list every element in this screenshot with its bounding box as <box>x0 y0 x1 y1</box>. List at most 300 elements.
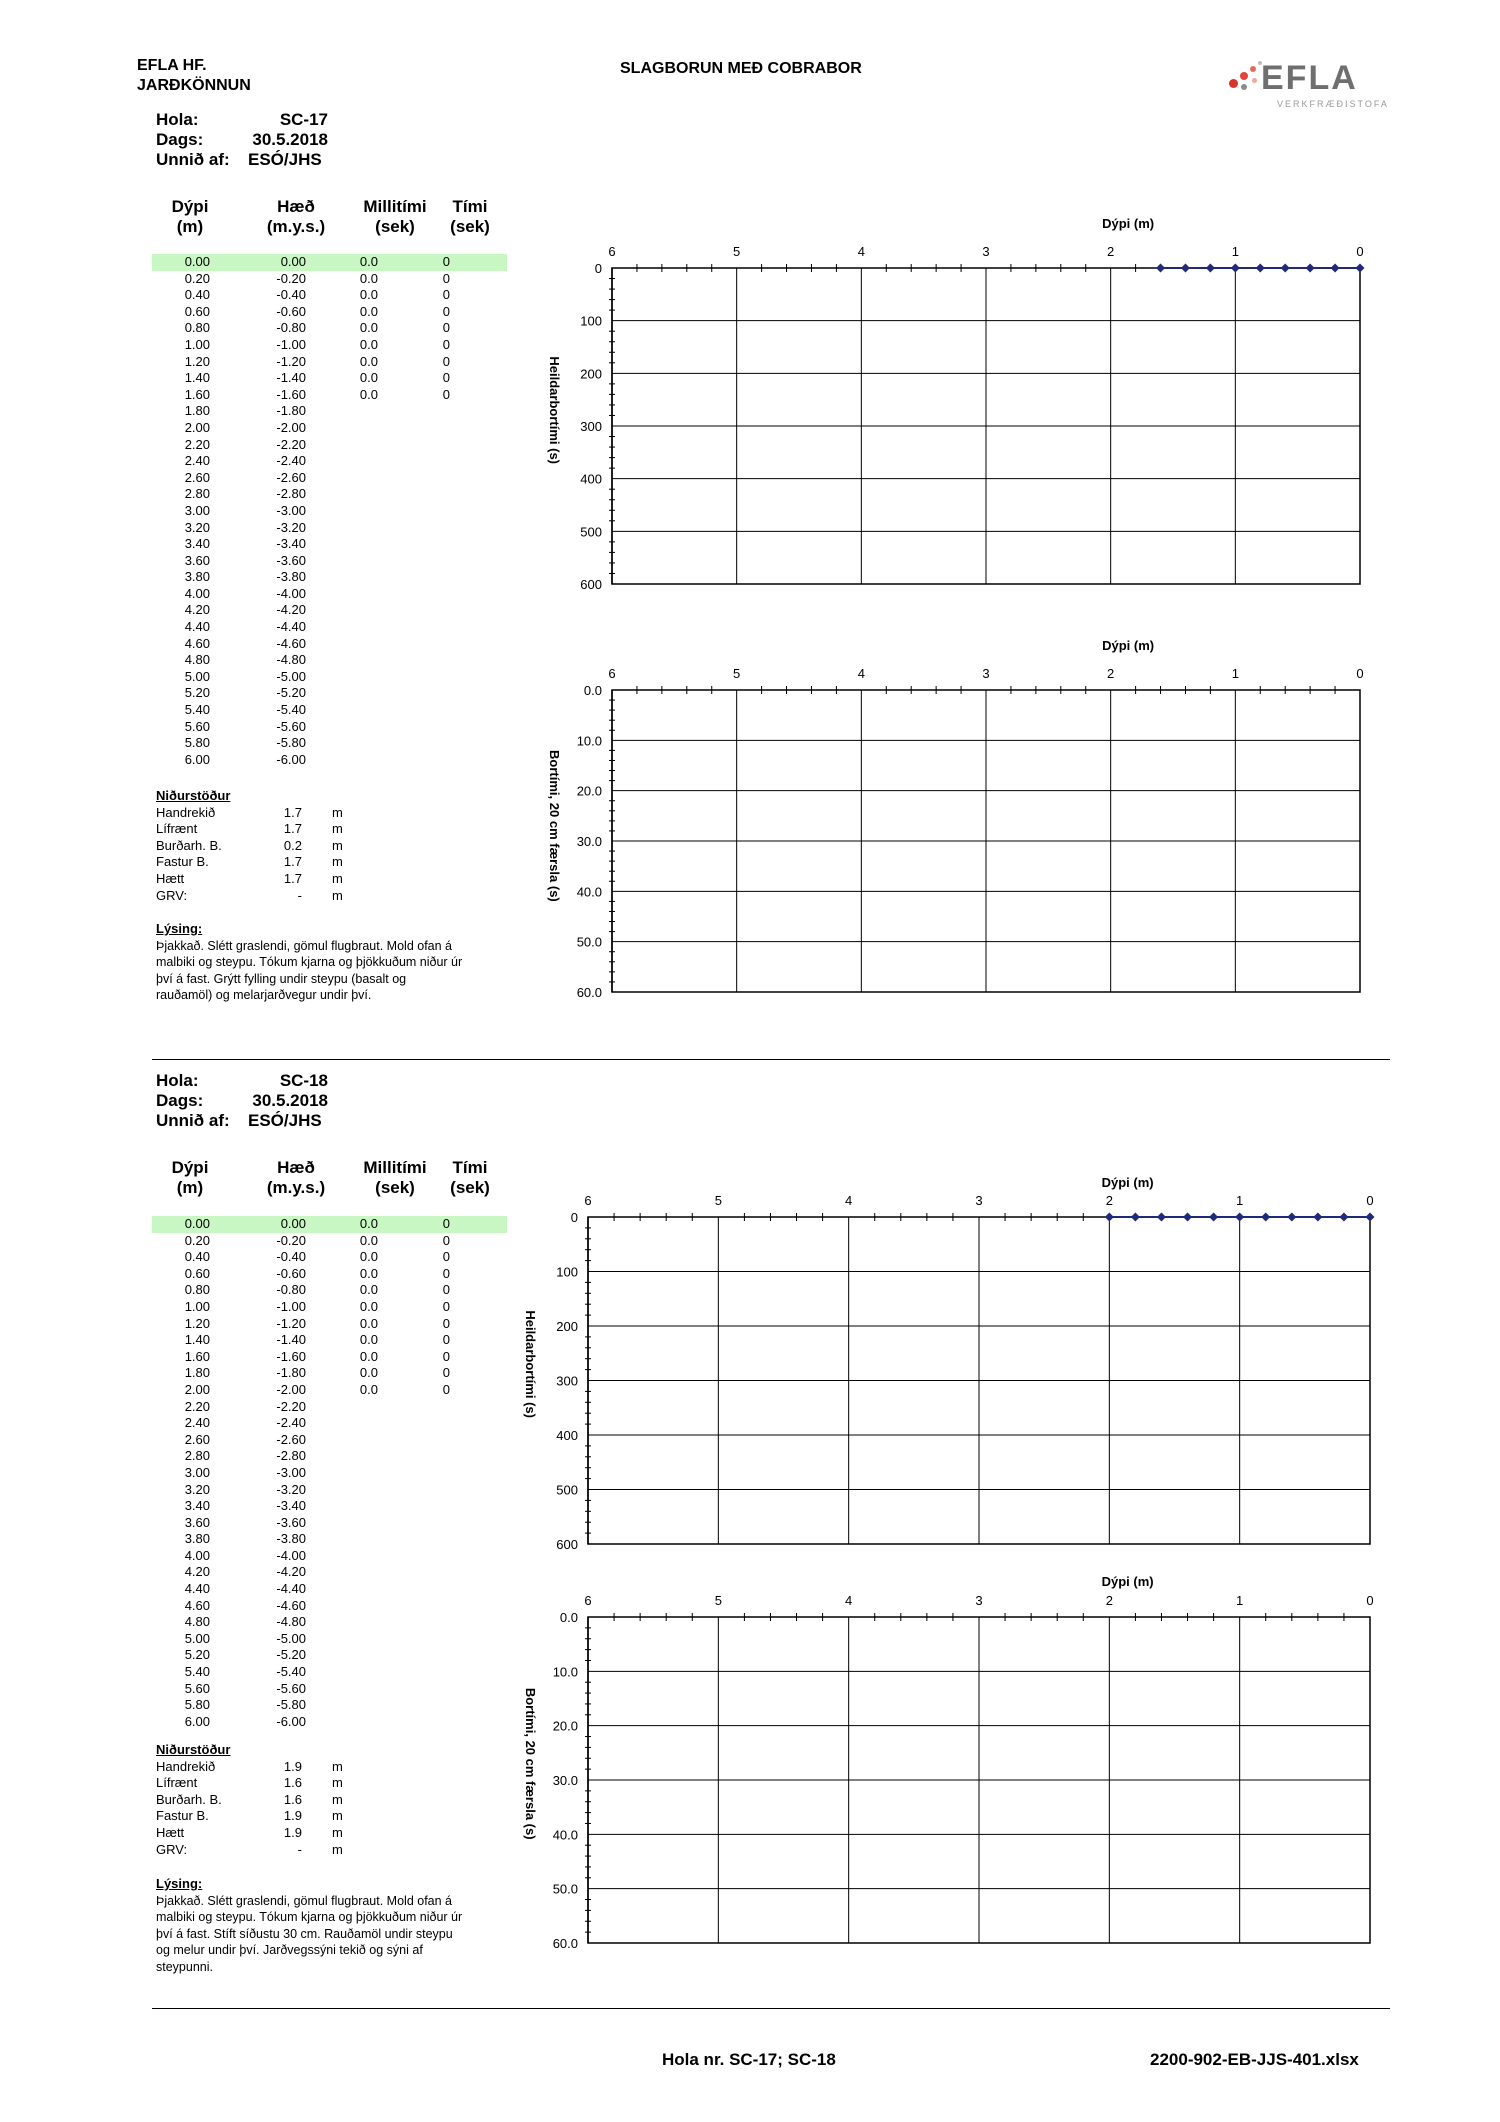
table-cell-elevation: -4.40 <box>276 1581 306 1597</box>
x-tick-label: 2 <box>1105 1593 1113 1608</box>
table-cell-depth: 5.80 <box>184 735 210 751</box>
table-cell-depth: 2.80 <box>184 486 210 502</box>
result-unit: m <box>332 887 343 903</box>
table-row <box>152 1697 507 1714</box>
table-cell-elevation: -1.00 <box>276 1298 306 1314</box>
table-row <box>152 520 507 537</box>
table-cell-depth: 1.00 <box>184 1298 210 1314</box>
footer-file-name: 2200-902-EB-JJS-401.xlsx <box>1150 2050 1359 2069</box>
column-header-line: Tími <box>452 1158 488 1177</box>
y-tick-label: 30.0 <box>576 834 602 849</box>
table-row <box>152 470 507 487</box>
table-cell-depth: 1.40 <box>184 370 210 386</box>
table-cell-elevation: -3.60 <box>276 1514 306 1530</box>
result-unit: m <box>332 1758 343 1774</box>
result-label: Lífrænt <box>156 1775 198 1791</box>
table-cell-elevation: -5.00 <box>276 1630 306 1646</box>
table-row <box>152 1482 507 1499</box>
table-cell-depth: 0.00 <box>184 1216 210 1231</box>
table-cell-interval-time: 0.0 <box>359 1232 378 1248</box>
table-row <box>152 403 507 420</box>
table-cell-time: 0 <box>442 370 450 386</box>
table-cell-interval-time: 0.0 <box>359 303 378 319</box>
x-tick-label: 4 <box>857 244 865 259</box>
column-header-unit: (sek) <box>450 1178 490 1197</box>
table-cell-interval-time: 0.0 <box>359 336 378 352</box>
table-row <box>152 254 507 271</box>
column-header-line: Millitími <box>363 1158 427 1177</box>
table-cell-time: 0 <box>442 254 450 269</box>
y-tick-label: 20.0 <box>576 783 602 799</box>
table-cell-depth: 1.60 <box>184 386 210 402</box>
column-header-depth <box>150 197 230 237</box>
table-row <box>152 586 507 603</box>
table-cell-interval-time: 0.0 <box>359 270 378 286</box>
result-value: - <box>297 887 302 903</box>
result-unit: m <box>332 1841 343 1857</box>
logo-dot-icon <box>1229 79 1238 88</box>
hole-date-label: Dags: <box>156 130 204 149</box>
description-block <box>156 921 508 1004</box>
company-block <box>137 56 251 96</box>
table-row <box>152 752 507 769</box>
table-cell-elevation: -3.00 <box>276 502 306 518</box>
x-axis-label: Dýpi (m) <box>1102 216 1155 231</box>
table-row <box>152 1681 507 1698</box>
table-cell-interval-time: 0.0 <box>359 1315 378 1331</box>
table-row <box>152 370 507 387</box>
hole-author-label: Unnið af: <box>156 150 230 169</box>
results-title: Niðurstöður <box>156 1742 231 1757</box>
data-point-marker <box>1306 264 1315 273</box>
table-cell-depth: 3.80 <box>184 569 210 585</box>
y-tick-label: 10.0 <box>576 733 602 749</box>
table-cell-elevation: -1.80 <box>276 403 306 419</box>
table-cell-elevation: -0.80 <box>276 1282 306 1298</box>
column-header-depth <box>150 1158 230 1198</box>
hole-author-row <box>156 150 338 170</box>
x-tick-label: 6 <box>608 244 616 259</box>
data-point-marker <box>1256 264 1265 273</box>
description-line: Þjakkað. Slétt graslendi, gömul flugbraut. Mold ofan á <box>156 1893 453 1908</box>
table-row <box>152 1631 507 1648</box>
x-tick-label: 3 <box>975 1593 983 1608</box>
table-cell-depth: 3.20 <box>184 1481 210 1497</box>
department-name: JARÐKÖNNUN <box>137 77 251 94</box>
table-cell-elevation: -0.60 <box>276 1265 306 1281</box>
table-row <box>152 1581 507 1598</box>
section-divider <box>152 2008 1390 2009</box>
table-cell-interval-time: 0.0 <box>359 1265 378 1281</box>
x-tick-label: 5 <box>733 666 741 681</box>
table-cell-elevation: -5.40 <box>276 1664 306 1680</box>
result-unit: m <box>332 1791 343 1807</box>
y-axis-label: Bortími, 20 cm færsla (s) <box>547 750 562 902</box>
table-row <box>152 1233 507 1250</box>
result-row <box>156 854 343 871</box>
depth-chart <box>532 638 1380 1004</box>
table-cell-depth: 3.60 <box>184 1514 210 1530</box>
table-row <box>152 1714 507 1731</box>
table-row <box>152 1515 507 1532</box>
table-cell-time: 0 <box>442 386 450 402</box>
table-cell-depth: 0.20 <box>184 270 210 286</box>
table-cell-elevation: -2.20 <box>276 1398 306 1414</box>
data-point-marker <box>1261 1213 1270 1222</box>
table-cell-interval-time: 0.0 <box>359 1332 378 1348</box>
table-cell-interval-time: 0.0 <box>359 1381 378 1397</box>
table-row <box>152 619 507 636</box>
y-tick-label: 60.0 <box>552 1936 578 1951</box>
result-value: 1.9 <box>283 1824 302 1840</box>
description-block <box>156 1876 508 1976</box>
result-row <box>156 1824 343 1842</box>
hole-author-label: Unnið af: <box>156 1111 230 1130</box>
table-cell-depth: 2.80 <box>184 1448 210 1464</box>
table-cell-depth: 4.20 <box>184 1564 210 1580</box>
table-row <box>152 1432 507 1449</box>
result-label: GRV: <box>156 1841 188 1857</box>
hole-id-value: SC-17 <box>279 110 328 129</box>
x-tick-label: 3 <box>975 1193 983 1208</box>
table-cell-time: 0 <box>442 1282 450 1298</box>
hole-info <box>156 1071 338 1131</box>
x-tick-label: 4 <box>845 1193 853 1208</box>
table-row <box>152 503 507 520</box>
table-cell-elevation: -2.60 <box>276 469 306 485</box>
table-cell-elevation: 0.00 <box>280 254 306 269</box>
table-cell-depth: 2.00 <box>184 419 210 435</box>
y-tick-label: 10.0 <box>552 1664 578 1680</box>
y-tick-label: 600 <box>580 577 602 592</box>
table-cell-depth: 0.80 <box>184 1282 210 1298</box>
table-cell-elevation: -4.00 <box>276 1547 306 1563</box>
table-cell-depth: 2.40 <box>184 453 210 469</box>
column-header-unit: (sek) <box>375 217 415 236</box>
table-cell-time: 0 <box>442 1365 450 1381</box>
hole-date-row <box>156 1091 338 1111</box>
table-cell-elevation: -6.00 <box>276 1713 306 1729</box>
table-row <box>152 1564 507 1581</box>
result-label: Hætt <box>156 870 185 886</box>
table-cell-depth: 4.60 <box>184 635 210 651</box>
result-row <box>156 870 343 888</box>
result-value: 1.6 <box>283 1775 302 1791</box>
table-cell-elevation: -1.00 <box>276 336 306 352</box>
table-row <box>152 1349 507 1366</box>
table-row <box>152 1249 507 1266</box>
table-cell-depth: 4.40 <box>184 1581 210 1597</box>
table-cell-depth: 5.00 <box>184 1630 210 1646</box>
y-tick-label: 400 <box>556 1428 578 1443</box>
table-row <box>152 437 507 454</box>
table-cell-elevation: -6.00 <box>276 751 306 767</box>
table-row <box>152 271 507 288</box>
table-cell-depth: 6.00 <box>184 1713 210 1729</box>
table-cell-depth: 1.40 <box>184 1332 210 1348</box>
table-cell-elevation: -5.20 <box>276 685 306 701</box>
hole-info <box>156 110 338 170</box>
table-cell-depth: 2.60 <box>184 1431 210 1447</box>
y-axis-label: Heildarbortími (s) <box>523 1310 538 1418</box>
table-cell-interval-time: 0.0 <box>359 1348 378 1364</box>
table-cell-depth: 3.00 <box>184 1464 210 1480</box>
result-label: Handrekið <box>156 804 216 820</box>
table-cell-elevation: -4.40 <box>276 619 306 635</box>
data-point-marker <box>1181 264 1190 273</box>
table-cell-elevation: -5.00 <box>276 668 306 684</box>
x-tick-label: 2 <box>1107 666 1115 681</box>
table-cell-elevation: -1.80 <box>276 1365 306 1381</box>
table-cell-time: 0 <box>442 336 450 352</box>
results-title: Niðurstöður <box>156 788 231 803</box>
table-cell-elevation: -4.20 <box>276 1564 306 1580</box>
result-unit: m <box>332 1775 343 1791</box>
company-name: EFLA HF. <box>137 57 207 74</box>
table-row <box>152 1365 507 1382</box>
table-cell-elevation: -4.60 <box>276 635 306 651</box>
data-point-marker <box>1339 1213 1348 1222</box>
table-cell-elevation: -1.40 <box>276 1332 306 1348</box>
table-cell-elevation: -2.00 <box>276 1381 306 1397</box>
x-tick-label: 3 <box>982 244 990 259</box>
x-tick-label: 3 <box>982 666 990 681</box>
table-row <box>152 669 507 686</box>
data-point-marker <box>1206 264 1215 273</box>
result-value: 1.7 <box>283 854 302 870</box>
y-tick-label: 60.0 <box>576 985 602 1000</box>
y-tick-label: 500 <box>556 1482 578 1498</box>
x-tick-label: 0 <box>1366 1193 1374 1208</box>
hole-id-value: SC-18 <box>279 1071 328 1090</box>
efla-logo <box>1225 55 1389 117</box>
result-value: 1.9 <box>283 1808 302 1824</box>
table-cell-interval-time: 0.0 <box>359 254 378 269</box>
table-cell-depth: 5.00 <box>184 668 210 684</box>
table-row <box>152 354 507 371</box>
y-axis-label: Heildarbortími (s) <box>547 356 562 465</box>
table-cell-elevation: -4.80 <box>276 652 306 668</box>
table-cell-depth: 5.60 <box>184 1680 210 1696</box>
table-row <box>152 320 507 337</box>
y-tick-label: 50.0 <box>552 1881 578 1897</box>
table-cell-interval-time: 0.0 <box>359 1298 378 1314</box>
result-row <box>156 1758 343 1776</box>
table-cell-elevation: -3.20 <box>276 519 306 535</box>
y-tick-label: 40.0 <box>576 884 602 900</box>
result-unit: m <box>332 821 343 837</box>
table-cell-depth: 1.20 <box>184 353 210 369</box>
x-tick-label: 4 <box>845 1593 853 1608</box>
hole-date-value: 30.5.2018 <box>252 130 328 149</box>
result-unit: m <box>332 837 343 853</box>
x-tick-label: 1 <box>1231 666 1239 681</box>
table-row <box>152 735 507 752</box>
result-unit: m <box>332 1808 343 1824</box>
result-row <box>156 1841 343 1859</box>
column-header-time <box>430 197 510 237</box>
description-line: því á fast. Grýtt fylling undir steypu (basalt og <box>156 971 407 986</box>
table-cell-depth: 0.80 <box>184 320 210 336</box>
table-cell-interval-time: 0.0 <box>359 320 378 336</box>
table-cell-time: 0 <box>442 1381 450 1397</box>
table-row <box>152 1598 507 1615</box>
y-tick-label: 30.0 <box>552 1773 578 1788</box>
table-cell-elevation: -2.80 <box>276 486 306 502</box>
column-header-unit: (sek) <box>450 217 490 236</box>
table-cell-depth: 1.80 <box>184 403 210 419</box>
result-label: Fastur B. <box>156 1808 209 1824</box>
description-line: Þjakkað. Slétt graslendi, gömul flugbraut. Mold ofan á <box>156 938 453 953</box>
table-cell-elevation: -3.00 <box>276 1464 306 1480</box>
table-cell-time: 0 <box>442 1315 450 1331</box>
table-cell-depth: 3.40 <box>184 536 210 552</box>
x-tick-label: 5 <box>714 1193 722 1208</box>
table-cell-depth: 5.80 <box>184 1697 210 1713</box>
x-tick-label: 0 <box>1356 666 1364 681</box>
y-tick-label: 0 <box>594 261 602 276</box>
hole-author-value: ESÓ/JHS <box>248 1111 322 1130</box>
table-cell-time: 0 <box>442 1249 450 1265</box>
data-point-marker <box>1366 1213 1375 1222</box>
table-row <box>152 387 507 404</box>
table-cell-time: 0 <box>442 1265 450 1281</box>
table-cell-depth: 4.20 <box>184 602 210 618</box>
hole-id-label: Hola: <box>156 1071 199 1090</box>
table-cell-depth: 3.60 <box>184 552 210 568</box>
x-tick-label: 5 <box>714 1593 722 1608</box>
table-cell-elevation: -3.60 <box>276 552 306 568</box>
table-cell-depth: 0.60 <box>184 1265 210 1281</box>
table-cell-depth: 5.60 <box>184 718 210 734</box>
data-point-marker <box>1231 264 1240 273</box>
x-tick-label: 1 <box>1231 244 1239 259</box>
table-row <box>152 719 507 736</box>
result-label: Burðarh. B. <box>156 1791 222 1807</box>
table-cell-depth: 0.40 <box>184 287 210 303</box>
table-cell-elevation: -4.80 <box>276 1614 306 1630</box>
y-tick-label: 0.0 <box>559 1610 578 1625</box>
table-row <box>152 536 507 553</box>
y-axis-label: Bortími, 20 cm færsla (s) <box>523 1687 538 1840</box>
hole-id-label: Hola: <box>156 110 199 129</box>
data-point-marker <box>1157 1213 1166 1222</box>
table-row <box>152 1382 507 1399</box>
description-line: rauðamöl) og melarjarðvegur undir því. <box>156 988 372 1003</box>
table-cell-depth: 6.00 <box>184 751 210 767</box>
table-cell-depth: 2.20 <box>184 436 210 452</box>
column-header-unit: (sek) <box>375 1178 415 1197</box>
result-unit: m <box>332 854 343 870</box>
table-cell-interval-time: 0.0 <box>359 1365 378 1381</box>
y-tick-label: 500 <box>580 524 602 540</box>
column-header-line: Tími <box>452 197 488 216</box>
table-row <box>152 685 507 702</box>
table-row <box>152 636 507 653</box>
table-cell-interval-time: 0.0 <box>359 1216 378 1231</box>
result-unit: m <box>332 804 343 820</box>
table-cell-depth: 0.20 <box>184 1232 210 1248</box>
table-cell-elevation: -2.40 <box>276 1415 306 1431</box>
table-cell-depth: 4.40 <box>184 619 210 635</box>
table-row <box>152 1614 507 1631</box>
table-cell-depth: 2.60 <box>184 469 210 485</box>
logo-dot-icon <box>1252 78 1257 83</box>
description-title: Lýsing: <box>156 1876 203 1891</box>
table-row <box>152 420 507 437</box>
table-cell-elevation: -0.40 <box>276 1249 306 1265</box>
table-row <box>152 304 507 321</box>
x-axis-label: Dýpi (m) <box>1102 638 1155 653</box>
x-tick-label: 6 <box>584 1193 592 1208</box>
table-cell-depth: 0.00 <box>184 254 210 269</box>
column-header-line: Dýpi <box>171 1158 209 1177</box>
y-tick-label: 100 <box>580 313 602 329</box>
description-line: malbiki og steypu. Tókum kjarna og þjökkuðum niður úr <box>156 955 463 970</box>
table-cell-elevation: -5.80 <box>276 1697 306 1713</box>
table-cell-elevation: -2.40 <box>276 453 306 469</box>
table-row <box>152 1647 507 1664</box>
hole-id-row <box>156 110 338 130</box>
logo-dot-icon <box>1241 84 1247 90</box>
result-unit: m <box>332 870 343 886</box>
data-point-marker <box>1287 1213 1296 1222</box>
data-point-marker <box>1183 1213 1192 1222</box>
table-row <box>152 1448 507 1465</box>
result-label: GRV: <box>156 887 188 903</box>
result-row <box>156 821 343 838</box>
table-cell-depth: 3.20 <box>184 519 210 535</box>
table-cell-depth: 5.20 <box>184 685 210 701</box>
table-row <box>152 337 507 354</box>
y-tick-label: 200 <box>580 366 602 382</box>
data-table <box>152 1216 507 1730</box>
column-header-unit: (m) <box>176 217 204 236</box>
result-row <box>156 804 343 822</box>
y-tick-label: 20.0 <box>552 1718 578 1734</box>
x-tick-label: 0 <box>1356 244 1364 259</box>
table-cell-elevation: -3.80 <box>276 569 306 585</box>
table-row <box>152 569 507 586</box>
logo-dot-icon <box>1240 72 1248 80</box>
table-cell-elevation: -2.00 <box>276 419 306 435</box>
x-tick-label: 6 <box>608 666 616 681</box>
table-cell-depth: 1.00 <box>184 336 210 352</box>
hole-date-value: 30.5.2018 <box>252 1091 328 1110</box>
y-tick-label: 0 <box>570 1210 578 1225</box>
x-tick-label: 2 <box>1107 244 1115 259</box>
data-point-marker <box>1131 1213 1140 1222</box>
column-header-line: Dýpi <box>171 197 209 216</box>
table-cell-elevation: -4.20 <box>276 602 306 618</box>
table-cell-elevation: -1.60 <box>276 386 306 402</box>
result-value: 1.7 <box>283 804 302 820</box>
result-label: Handrekið <box>156 1758 216 1774</box>
x-tick-label: 5 <box>733 244 741 259</box>
x-axis-label: Dýpi (m) <box>1101 1574 1154 1589</box>
table-cell-interval-time: 0.0 <box>359 386 378 402</box>
result-row <box>156 1791 343 1809</box>
table-row <box>152 1465 507 1482</box>
y-tick-label: 100 <box>556 1264 578 1280</box>
table-cell-interval-time: 0.0 <box>359 287 378 303</box>
column-header-unit: (m) <box>176 1178 204 1197</box>
table-row <box>152 1498 507 1515</box>
table-cell-elevation: -0.20 <box>276 270 306 286</box>
y-tick-label: 300 <box>580 419 602 434</box>
x-tick-label: 4 <box>857 666 865 681</box>
result-row <box>156 1808 343 1825</box>
